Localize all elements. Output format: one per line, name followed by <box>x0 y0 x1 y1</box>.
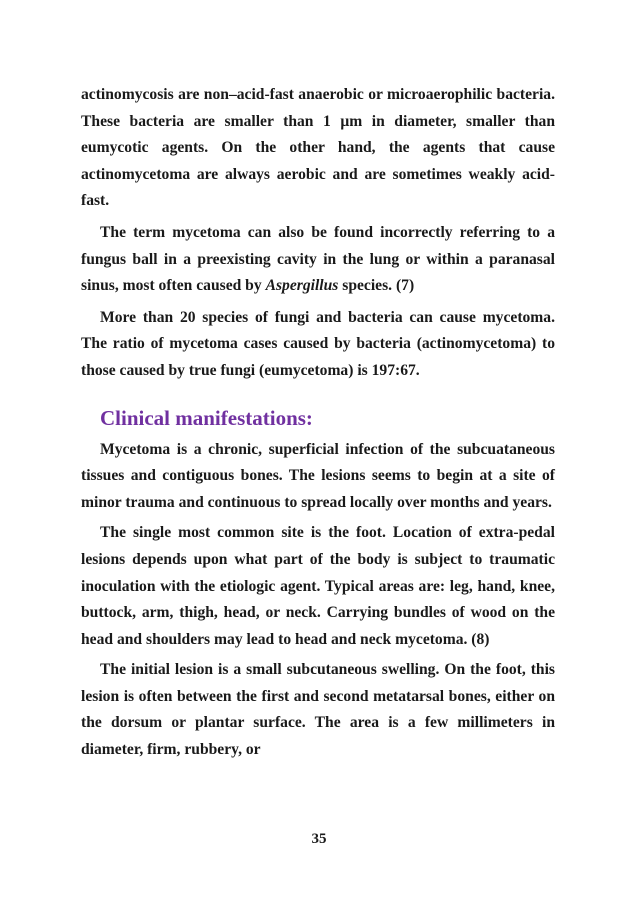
aspergillus-italic: Aspergillus <box>265 277 339 295</box>
paragraph-actinomycosis-agents: actinomycosis are non–acid-fast anaerobic or microaerophilic bacteria. These bacteria are smaller than 1 μm in diameter, smaller than eumycotic agents. On the other hand, the agents that cause actinomycetoma are always aerobic and are sometimes weakly acid-fast. <box>81 86 555 210</box>
page-number: 35 <box>311 831 327 847</box>
paragraph-fungus-ball-text: The term mycetoma can also be found incorrectly referring to a fungus ball in a preexisting cavity in the lung or within a paranasal sinus, most often caused by <box>81 223 555 295</box>
section-heading-clinical-manifestations: Clinical manifestations: <box>100 405 313 430</box>
paragraph-fungus-ball-end: species. (7) <box>338 277 415 295</box>
page-body <box>81 82 555 764</box>
paragraph-fungus-ball <box>81 220 555 300</box>
paragraph-initial-lesion: The initial lesion is a small subcutaneous swelling. On the foot, this lesion is often between the first and second metatarsal bones, either on the dorsum or plantar surface. The area is a few millimeters in diameter, firm, rubbery, or <box>81 661 555 759</box>
paragraph-common-site: The single most common site is the foot. Location of extra-pedal lesions depends upon what part of the body is subject to traumatic inoculation with the etiologic agent. Typical areas are: leg, hand, knee, buttock, arm, thigh, head, or neck. Carrying bundles of wood on the head and shoulders may lead to head and neck mycetoma. (8) <box>81 524 555 648</box>
paragraph-mycetoma-definition: Mycetoma is a chronic, superficial infection of the subcuataneous tissues and contiguous bones. The lesions seems to begin at a site of minor trauma and continuous to spread locally over months and years. <box>81 440 555 511</box>
paragraph-species-ratio: More than 20 species of fungi and bacteria can cause mycetoma. The ratio of mycetoma cases caused by bacteria (actinomycetoma) to those caused by true fungi (eumycetoma) is 197:67. <box>81 308 555 379</box>
